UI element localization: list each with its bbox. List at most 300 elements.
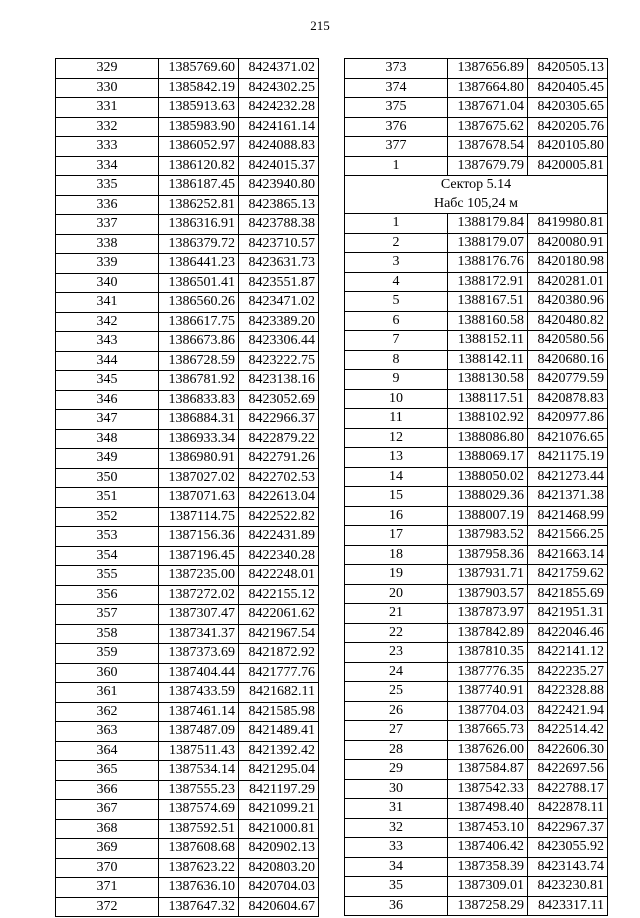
point-number: 358 <box>56 624 159 644</box>
coord-x: 1388179.07 <box>448 233 528 253</box>
table-row <box>345 662 608 682</box>
point-number: 5 <box>345 292 448 312</box>
table-row <box>56 897 319 917</box>
table-row <box>56 234 319 254</box>
coord-x: 1386316.91 <box>159 215 239 235</box>
coord-y: 8421777.76 <box>239 663 319 683</box>
table-row <box>56 273 319 293</box>
coord-x: 1386781.92 <box>159 371 239 391</box>
table-row <box>56 156 319 176</box>
table-row <box>345 331 608 351</box>
point-number: 339 <box>56 254 159 274</box>
coord-x: 1386980.91 <box>159 449 239 469</box>
point-number: 25 <box>345 682 448 702</box>
point-number: 368 <box>56 819 159 839</box>
table-row <box>345 370 608 390</box>
coord-x: 1388007.19 <box>448 506 528 526</box>
table-row <box>56 449 319 469</box>
point-number: 353 <box>56 527 159 547</box>
coord-y: 8420902.13 <box>239 839 319 859</box>
point-number: 18 <box>345 545 448 565</box>
coord-y: 8420480.82 <box>528 311 608 331</box>
coord-x: 1387272.02 <box>159 585 239 605</box>
point-number: 361 <box>56 683 159 703</box>
coordinates-table-left <box>55 58 319 917</box>
coord-x: 1387433.59 <box>159 683 239 703</box>
coord-x: 1387307.47 <box>159 605 239 625</box>
coord-x: 1387675.62 <box>448 117 528 137</box>
coord-x: 1387114.75 <box>159 507 239 527</box>
coord-y: 8422878.11 <box>528 799 608 819</box>
coord-y: 8421295.04 <box>239 761 319 781</box>
coord-x: 1387903.57 <box>448 584 528 604</box>
coord-y: 8420080.91 <box>528 233 608 253</box>
table-row <box>56 351 319 371</box>
coord-x: 1387555.23 <box>159 780 239 800</box>
coord-x: 1387511.43 <box>159 741 239 761</box>
coord-x: 1387498.40 <box>448 799 528 819</box>
coord-y: 8421759.62 <box>528 565 608 585</box>
coord-y: 8423222.75 <box>239 351 319 371</box>
coord-x: 1387487.09 <box>159 722 239 742</box>
point-number: 28 <box>345 740 448 760</box>
table-row <box>345 623 608 643</box>
coord-y: 8420704.03 <box>239 878 319 898</box>
table-row <box>56 585 319 605</box>
coord-y: 8420180.98 <box>528 253 608 273</box>
coord-x: 1387656.89 <box>448 59 528 79</box>
coord-x: 1387461.14 <box>159 702 239 722</box>
table-row <box>56 624 319 644</box>
point-number: 373 <box>345 59 448 79</box>
coord-x: 1387156.36 <box>159 527 239 547</box>
point-number: 6 <box>345 311 448 331</box>
point-number: 33 <box>345 838 448 858</box>
table-row <box>345 117 608 137</box>
coord-x: 1387534.14 <box>159 761 239 781</box>
coord-y: 8424015.37 <box>239 156 319 176</box>
coord-x: 1387704.03 <box>448 701 528 721</box>
point-number: 31 <box>345 799 448 819</box>
point-number: 333 <box>56 137 159 157</box>
table-row <box>56 566 319 586</box>
coord-y: 8423230.81 <box>528 877 608 897</box>
point-number: 367 <box>56 800 159 820</box>
coord-x: 1387608.68 <box>159 839 239 859</box>
coord-x: 1387671.04 <box>448 98 528 118</box>
coord-x: 1387406.42 <box>448 838 528 858</box>
table-row <box>345 896 608 916</box>
point-number: 366 <box>56 780 159 800</box>
coord-x: 1388167.51 <box>448 292 528 312</box>
coord-x: 1387404.44 <box>159 663 239 683</box>
coord-x: 1387665.73 <box>448 721 528 741</box>
coord-y: 8420878.83 <box>528 389 608 409</box>
point-number: 372 <box>56 897 159 917</box>
coord-x: 1387453.10 <box>448 818 528 838</box>
coord-y: 8422613.04 <box>239 488 319 508</box>
coord-x: 1388086.80 <box>448 428 528 448</box>
table-row <box>345 740 608 760</box>
coord-x: 1388142.11 <box>448 350 528 370</box>
coord-y: 8424088.83 <box>239 137 319 157</box>
point-number: 2 <box>345 233 448 253</box>
coord-y: 8421076.65 <box>528 428 608 448</box>
coord-y: 8423317.11 <box>528 896 608 916</box>
coord-x: 1387542.33 <box>448 779 528 799</box>
table-row <box>56 780 319 800</box>
table-row <box>56 741 319 761</box>
point-number: 364 <box>56 741 159 761</box>
coord-x: 1387196.45 <box>159 546 239 566</box>
point-number: 1 <box>345 214 448 234</box>
coord-x: 1388050.02 <box>448 467 528 487</box>
point-number: 15 <box>345 487 448 507</box>
coord-x: 1388130.58 <box>448 370 528 390</box>
point-number: 36 <box>345 896 448 916</box>
coord-y: 8423471.02 <box>239 293 319 313</box>
table-row <box>345 78 608 98</box>
point-number: 347 <box>56 410 159 430</box>
table-row <box>56 507 319 527</box>
table-row <box>56 332 319 352</box>
table-row <box>345 565 608 585</box>
coord-y: 8420005.81 <box>528 156 608 176</box>
table-row <box>56 819 319 839</box>
coord-y: 8423551.87 <box>239 273 319 293</box>
point-number: 16 <box>345 506 448 526</box>
table-row <box>345 760 608 780</box>
point-number: 26 <box>345 701 448 721</box>
point-number: 344 <box>56 351 159 371</box>
coord-y: 8422514.42 <box>528 721 608 741</box>
coord-x: 1388172.91 <box>448 272 528 292</box>
coord-x: 1387358.39 <box>448 857 528 877</box>
point-number: 34 <box>345 857 448 877</box>
coord-y: 8421000.81 <box>239 819 319 839</box>
table-row <box>345 604 608 624</box>
coord-x: 1386933.34 <box>159 429 239 449</box>
coord-y: 8421855.69 <box>528 584 608 604</box>
point-number: 338 <box>56 234 159 254</box>
point-number: 377 <box>345 137 448 157</box>
point-number: 365 <box>56 761 159 781</box>
table-row <box>56 546 319 566</box>
coord-x: 1387574.69 <box>159 800 239 820</box>
coord-y: 8422061.62 <box>239 605 319 625</box>
coord-x: 1386884.31 <box>159 410 239 430</box>
coord-x: 1387842.89 <box>448 623 528 643</box>
coord-x: 1387647.32 <box>159 897 239 917</box>
coord-x: 1388179.84 <box>448 214 528 234</box>
point-number: 345 <box>56 371 159 391</box>
table-row <box>345 584 608 604</box>
coord-x: 1388069.17 <box>448 448 528 468</box>
table-row <box>56 254 319 274</box>
coord-y: 8423631.73 <box>239 254 319 274</box>
coord-y: 8420305.65 <box>528 98 608 118</box>
point-number: 348 <box>56 429 159 449</box>
table-row <box>56 761 319 781</box>
sector-height: Набс 105,24 м <box>345 195 608 214</box>
coord-y: 8422340.28 <box>239 546 319 566</box>
table-row <box>56 839 319 859</box>
coord-y: 8422155.12 <box>239 585 319 605</box>
coord-y: 8420505.13 <box>528 59 608 79</box>
coord-x: 1387873.97 <box>448 604 528 624</box>
coord-x: 1386617.75 <box>159 312 239 332</box>
coord-y: 8423389.20 <box>239 312 319 332</box>
point-number: 370 <box>56 858 159 878</box>
coord-y: 8419980.81 <box>528 214 608 234</box>
table-row <box>56 878 319 898</box>
coord-y: 8422791.26 <box>239 449 319 469</box>
coord-x: 1385769.60 <box>159 59 239 79</box>
table-row <box>345 409 608 429</box>
coord-x: 1386052.97 <box>159 137 239 157</box>
coord-y: 8423138.16 <box>239 371 319 391</box>
coord-x: 1388102.92 <box>448 409 528 429</box>
coord-y: 8421175.19 <box>528 448 608 468</box>
coord-x: 1387341.37 <box>159 624 239 644</box>
table-row <box>56 858 319 878</box>
point-number: 330 <box>56 78 159 98</box>
table-row <box>345 779 608 799</box>
table-row <box>345 721 608 741</box>
point-number: 342 <box>56 312 159 332</box>
point-number: 375 <box>345 98 448 118</box>
point-number: 32 <box>345 818 448 838</box>
coord-x: 1387636.10 <box>159 878 239 898</box>
coord-y: 8422879.22 <box>239 429 319 449</box>
sector-height-row <box>345 195 608 214</box>
coordinates-table-right <box>344 58 608 916</box>
table-row <box>56 215 319 235</box>
coord-x: 1386252.81 <box>159 195 239 215</box>
point-number: 30 <box>345 779 448 799</box>
coord-y: 8421967.54 <box>239 624 319 644</box>
coord-x: 1385842.19 <box>159 78 239 98</box>
table-row <box>345 292 608 312</box>
point-number: 4 <box>345 272 448 292</box>
table-row <box>345 818 608 838</box>
point-number: 357 <box>56 605 159 625</box>
coord-x: 1386833.83 <box>159 390 239 410</box>
coord-y: 8424371.02 <box>239 59 319 79</box>
table-row <box>56 78 319 98</box>
coord-y: 8422967.37 <box>528 818 608 838</box>
coord-x: 1387592.51 <box>159 819 239 839</box>
table-row <box>56 410 319 430</box>
table-row <box>345 487 608 507</box>
point-number: 371 <box>56 878 159 898</box>
table-row <box>345 428 608 448</box>
coord-y: 8420680.16 <box>528 350 608 370</box>
coord-y: 8422522.82 <box>239 507 319 527</box>
coord-y: 8421566.25 <box>528 526 608 546</box>
point-number: 363 <box>56 722 159 742</box>
table-row <box>56 527 319 547</box>
point-number: 19 <box>345 565 448 585</box>
coord-x: 1386379.72 <box>159 234 239 254</box>
point-number: 21 <box>345 604 448 624</box>
coord-y: 8422248.01 <box>239 566 319 586</box>
coord-x: 1387810.35 <box>448 643 528 663</box>
table-row <box>345 857 608 877</box>
point-number: 8 <box>345 350 448 370</box>
coord-y: 8423710.57 <box>239 234 319 254</box>
coord-y: 8420779.59 <box>528 370 608 390</box>
table-row <box>56 644 319 664</box>
coord-y: 8422046.46 <box>528 623 608 643</box>
coord-x: 1386673.86 <box>159 332 239 352</box>
point-number: 351 <box>56 488 159 508</box>
point-number: 355 <box>56 566 159 586</box>
coord-x: 1387740.91 <box>448 682 528 702</box>
point-number: 332 <box>56 117 159 137</box>
coord-x: 1387664.80 <box>448 78 528 98</box>
coord-y: 8424161.14 <box>239 117 319 137</box>
coord-y: 8422702.53 <box>239 468 319 488</box>
point-number: 35 <box>345 877 448 897</box>
table-row <box>345 448 608 468</box>
coord-x: 1387584.87 <box>448 760 528 780</box>
coord-x: 1387626.00 <box>448 740 528 760</box>
coord-y: 8422606.30 <box>528 740 608 760</box>
coord-y: 8421663.14 <box>528 545 608 565</box>
coord-y: 8421951.31 <box>528 604 608 624</box>
coord-x: 1387027.02 <box>159 468 239 488</box>
table-row <box>56 663 319 683</box>
point-number: 356 <box>56 585 159 605</box>
coord-x: 1387931.71 <box>448 565 528 585</box>
coord-y: 8420803.20 <box>239 858 319 878</box>
table-row <box>345 272 608 292</box>
table-row <box>345 877 608 897</box>
coord-x: 1387309.01 <box>448 877 528 897</box>
point-number: 352 <box>56 507 159 527</box>
point-number: 346 <box>56 390 159 410</box>
table-row <box>345 799 608 819</box>
point-number: 354 <box>56 546 159 566</box>
table-row <box>56 702 319 722</box>
table-row <box>56 488 319 508</box>
coord-y: 8421392.42 <box>239 741 319 761</box>
coord-y: 8420281.01 <box>528 272 608 292</box>
table-row <box>56 137 319 157</box>
coord-y: 8421273.44 <box>528 467 608 487</box>
coord-y: 8424232.28 <box>239 98 319 118</box>
coord-y: 8420205.76 <box>528 117 608 137</box>
table-row <box>345 98 608 118</box>
coord-x: 1387071.63 <box>159 488 239 508</box>
table-row <box>56 683 319 703</box>
coord-y: 8421371.38 <box>528 487 608 507</box>
coord-x: 1385913.63 <box>159 98 239 118</box>
point-number: 12 <box>345 428 448 448</box>
coord-y: 8421872.92 <box>239 644 319 664</box>
coord-y: 8423940.80 <box>239 176 319 196</box>
point-number: 27 <box>345 721 448 741</box>
point-number: 24 <box>345 662 448 682</box>
point-number: 23 <box>345 643 448 663</box>
coord-x: 1386560.26 <box>159 293 239 313</box>
coord-y: 8420380.96 <box>528 292 608 312</box>
coord-y: 8421682.11 <box>239 683 319 703</box>
table-row <box>56 429 319 449</box>
coord-x: 1388029.36 <box>448 487 528 507</box>
coord-y: 8422788.17 <box>528 779 608 799</box>
coord-x: 1386501.41 <box>159 273 239 293</box>
sector-title-row <box>345 176 608 195</box>
table-row <box>56 800 319 820</box>
sector-title: Сектор 5.14 <box>345 176 608 195</box>
table-row <box>345 350 608 370</box>
table-row <box>345 59 608 79</box>
coord-x: 1387623.22 <box>159 858 239 878</box>
point-number: 10 <box>345 389 448 409</box>
table-row <box>345 389 608 409</box>
point-number: 331 <box>56 98 159 118</box>
point-number: 1 <box>345 156 448 176</box>
table-row <box>56 722 319 742</box>
coord-y: 8422235.27 <box>528 662 608 682</box>
coord-y: 8421585.98 <box>239 702 319 722</box>
point-number: 7 <box>345 331 448 351</box>
coord-x: 1387983.52 <box>448 526 528 546</box>
table-row <box>345 214 608 234</box>
point-number: 336 <box>56 195 159 215</box>
coord-y: 8422966.37 <box>239 410 319 430</box>
coord-y: 8422421.94 <box>528 701 608 721</box>
point-number: 335 <box>56 176 159 196</box>
table-row <box>345 838 608 858</box>
table-row <box>345 311 608 331</box>
point-number: 350 <box>56 468 159 488</box>
coord-y: 8421197.29 <box>239 780 319 800</box>
coord-y: 8423143.74 <box>528 857 608 877</box>
point-number: 343 <box>56 332 159 352</box>
point-number: 3 <box>345 253 448 273</box>
table-row <box>56 293 319 313</box>
coord-y: 8422697.56 <box>528 760 608 780</box>
point-number: 362 <box>56 702 159 722</box>
point-number: 341 <box>56 293 159 313</box>
table-row <box>345 253 608 273</box>
point-number: 376 <box>345 117 448 137</box>
coord-y: 8422431.89 <box>239 527 319 547</box>
table-row <box>345 506 608 526</box>
point-number: 360 <box>56 663 159 683</box>
table-row <box>345 545 608 565</box>
coord-y: 8421468.99 <box>528 506 608 526</box>
coord-x: 1387258.29 <box>448 896 528 916</box>
point-number: 14 <box>345 467 448 487</box>
coord-y: 8421489.41 <box>239 722 319 742</box>
point-number: 334 <box>56 156 159 176</box>
page-number: 215 <box>310 18 330 33</box>
table-row <box>56 371 319 391</box>
point-number: 349 <box>56 449 159 469</box>
coord-x: 1388176.76 <box>448 253 528 273</box>
table-row <box>345 526 608 546</box>
point-number: 359 <box>56 644 159 664</box>
point-number: 11 <box>345 409 448 429</box>
point-number: 29 <box>345 760 448 780</box>
coord-y: 8420604.67 <box>239 897 319 917</box>
coord-y: 8421099.21 <box>239 800 319 820</box>
coord-y: 8424302.25 <box>239 78 319 98</box>
